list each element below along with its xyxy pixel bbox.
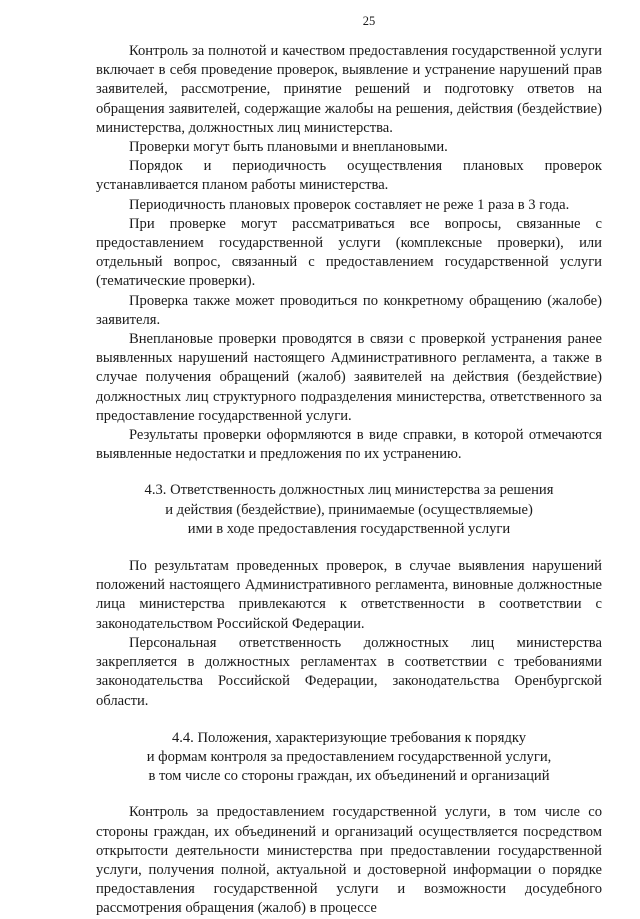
paragraph: Персональная ответственность должностных лиц министерства закрепляется в должностных регламентах в соответствии с требованиями законодательства Российской Федерации, законодательства Оренбургской области.	[96, 634, 602, 709]
heading-line: и формам контроля за предоставлением государственной услуги,	[146, 748, 552, 765]
page-number: 25	[362, 14, 376, 28]
paragraph: Контроль за полнотой и качеством предоставления государственной услуги включает в себя проведение проверок, выявление и устранение нарушений прав заявителей, рассмотрение, принятие решений и подготовку ответов на обращения заявителей, содержащие жалобы на решения, действия (бездействие) министерства, должностных лиц министерства.	[96, 43, 602, 136]
heading-line: в том числе со стороны граждан, их объединений и организаций	[148, 768, 550, 785]
paragraph: При проверке могут рассматриваться все вопросы, связанные с предоставлением государственной услуги (комплексные проверки), или отдельный вопрос, связанный с предоставлением государственной услуги (тематические проверки).	[96, 215, 602, 290]
section-heading-4-3	[96, 481, 602, 539]
paragraph: Внеплановые проверки проводятся в связи с проверкой устранения ранее выявленных нарушений настоящего Административного регламента, а также в случае получения обращений (жалоб) заявителей на действия (бездействие) должностных лиц структурного подразделения министерства, ответственного за предоставление государственной услуги.	[96, 331, 602, 424]
heading-line: 4.3. Ответственность должностных лиц министерства за решения	[144, 482, 554, 499]
heading-line: 4.4. Положения, характеризующие требования к порядку	[171, 729, 527, 746]
paragraph: По результатам проведенных проверок, в случае выявления нарушений положений настоящего Административного регламента, виновные должностные лица министерства привлекаются к ответственности в соответствии с законодательством Российской Федерации.	[96, 558, 602, 632]
heading-line: ими в ходе предоставления государственной услуги	[187, 520, 511, 537]
paragraph: Проверка также может проводиться по конкретному обращению (жалобе) заявителя.	[96, 292, 602, 328]
section-4-2-body	[96, 42, 602, 464]
paragraph: Результаты проверки оформляются в виде справки, в которой отмечаются выявленные недостатки и предложения по их устранению.	[96, 427, 602, 463]
section-4-3-body	[96, 557, 602, 711]
paragraph: Контроль за предоставлением государственной услуги, в том числе со стороны граждан, их объединений и организаций осуществляется посредством открытости деятельности министерства при предоставлении государственной услуги, получения полной, актуальной и достоверной информации о порядке предоставления государственной услуги и возможности досудебного рассмотрения обращения (жалоб) в процессе	[96, 804, 602, 917]
paragraph: Порядок и периодичность осуществления плановых проверок устанавливается планом работы министерства.	[96, 158, 602, 194]
paragraph: Периодичность плановых проверок составляет не реже 1 раза в 3 года.	[129, 196, 570, 213]
paragraph: Проверки могут быть плановыми и внеплановыми.	[129, 139, 448, 156]
section-4-4-body	[96, 803, 602, 918]
heading-line: и действия (бездействие), принимаемые (осуществляемые)	[165, 501, 533, 518]
section-heading-4-4	[96, 729, 602, 787]
